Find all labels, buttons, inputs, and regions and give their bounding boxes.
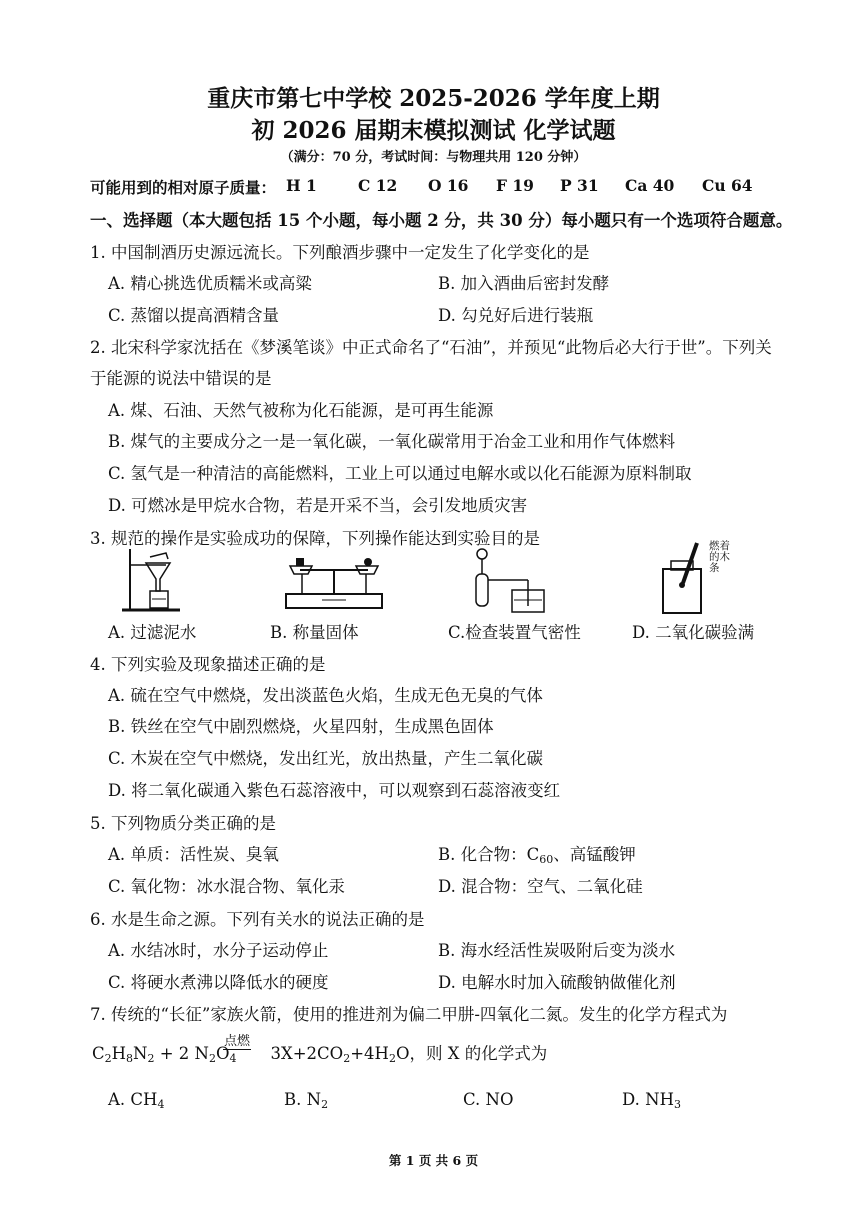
section1-heading: 一、选择题（本大题包括 15 个小题，每小题 2 分，共 30 分）每小题只有一个选项符合题意。 — [90, 211, 793, 230]
q3-option-d[interactable]: D. 二氧化碳验满 — [632, 623, 755, 642]
equation-question: ，则 X 的化学式为 — [409, 1044, 548, 1063]
q7-option-b-formula: N — [306, 1090, 322, 1109]
atomic-mass-item: Cu 64 — [702, 176, 753, 195]
chemical-equation — [92, 1034, 548, 1065]
q5-stem: 5. 下列物质分类正确的是 — [90, 814, 276, 833]
q6-option-d[interactable]: D. 电解水时加入硫酸钠做催化剂 — [438, 973, 676, 992]
page-number-footer: 第 1 页 共 6 页 — [388, 1153, 479, 1168]
q7-option-d[interactable] — [622, 1090, 681, 1111]
equation-arrow-line — [223, 1049, 251, 1050]
q5-option-b-prefix: B. 化合物：C — [438, 845, 540, 864]
q7-option-d-subscript: 3 — [673, 1098, 681, 1111]
balance-scale-figure — [282, 552, 386, 614]
atomic-mass-item: C 12 — [358, 176, 398, 195]
q2-option-d[interactable]: D. 可燃冰是甲烷水合物，若是开采不当，会引发地质灾害 — [108, 496, 528, 515]
q1-stem: 1. 中国制酒历史源远流长。下列酿酒步骤中一定发生了化学变化的是 — [90, 243, 590, 262]
q4-option-a[interactable]: A. 硫在空气中燃烧，发出淡蓝色火焰，生成无色无臭的气体 — [108, 686, 543, 705]
q5-option-d[interactable]: D. 混合物：空气、二氧化硅 — [438, 877, 643, 896]
q3-option-a[interactable]: A. 过滤泥水 — [108, 623, 197, 642]
q7-option-a-formula: CH — [130, 1090, 158, 1109]
annotation-line: 条 — [709, 562, 720, 574]
equation-products: $3X+2CO_2+4H_2O$ — [270, 1044, 410, 1065]
atomic-mass-item: F 19 — [496, 176, 534, 195]
q4-stem: 4. 下列实验及现象描述正确的是 — [90, 655, 326, 674]
q1-option-b[interactable]: B. 加入酒曲后密封发酵 — [438, 274, 610, 293]
annotation-line: 燃着 — [709, 540, 730, 552]
atomic-mass-item: P 31 — [560, 176, 599, 195]
q7-option-b-subscript: 2 — [321, 1098, 329, 1111]
equation-condition: 点燃 — [224, 1034, 251, 1049]
burning-splint-annotation — [709, 541, 730, 574]
q6-stem: 6. 水是生命之源。下列有关水的说法正确的是 — [90, 910, 425, 929]
exam-title-line1: 重庆市第七中学校 2025-2026 学年度上期 — [207, 85, 660, 112]
q5-option-c[interactable]: C. 氧化物：冰水混合物、氧化汞 — [108, 877, 346, 896]
q3-option-c[interactable]: C.检查装置气密性 — [448, 623, 581, 642]
q5-option-b-subscript: 60 — [539, 853, 554, 866]
q5-option-a[interactable]: A. 单质：活性炭、臭氧 — [108, 845, 279, 864]
q6-option-b[interactable]: B. 海水经活性炭吸附后变为淡水 — [438, 941, 676, 960]
q6-option-c[interactable]: C. 将硬水煮沸以降低水的硬度 — [108, 973, 329, 992]
equation-reactants: $C_2H_8N_2 + 2$ $N_2O_4$ — [92, 1044, 237, 1065]
q2-option-b[interactable]: B. 煤气的主要成分之一是一氧化碳，一氧化碳常用于冶金工业和用作气体燃料 — [108, 432, 676, 451]
atomic-mass-item: H 1 — [286, 176, 317, 195]
q1-option-d[interactable]: D. 勾兑好后进行装瓶 — [438, 306, 594, 325]
q5-option-b[interactable] — [438, 841, 636, 866]
atomic-mass-label: 可能用到的相对原子质量： — [90, 178, 277, 197]
q7-option-d-formula: NH — [645, 1090, 674, 1109]
q7-option-a[interactable] — [108, 1090, 164, 1111]
filtration-apparatus-figure — [120, 545, 190, 615]
q7-option-a-subscript: 4 — [157, 1098, 165, 1111]
q7-option-b[interactable] — [284, 1090, 328, 1111]
q2-option-a[interactable]: A. 煤、石油、天然气被称为化石能源，是可再生能源 — [108, 401, 494, 420]
atomic-mass-item: Ca 40 — [625, 176, 675, 195]
q7-option-d-label: D. — [622, 1090, 640, 1109]
q3-stem: 3. 规范的操作是实验成功的保障，下列操作能达到实验目的是 — [90, 529, 540, 548]
q7-option-b-label: B. — [284, 1090, 302, 1109]
q2-stem-line1: 2. 北宋科学家沈括在《梦溪笔谈》中正式命名了“石油”，并预见“此物后必大行于世”。下列关 — [90, 338, 772, 357]
q1-option-c[interactable]: C. 蒸馏以提高酒精含量 — [108, 306, 280, 325]
exam-title-line2: 初 2026 届期末模拟测试 化学试题 — [251, 117, 616, 144]
q2-stem-line2: 于能源的说法中错误的是 — [90, 369, 272, 388]
q4-option-d[interactable]: D. 将二氧化碳通入紫色石蕊溶液中，可以观察到石蕊溶液变红 — [108, 781, 561, 800]
airtightness-check-figure — [466, 548, 552, 616]
q7-option-a-label: A. — [108, 1090, 126, 1109]
atomic-mass-item: O 16 — [428, 176, 469, 195]
q6-option-a[interactable]: A. 水结冰时，水分子运动停止 — [108, 941, 329, 960]
q7-option-c[interactable]: C. NO — [463, 1090, 514, 1109]
q5-option-b-suffix: 、高锰酸钾 — [553, 845, 636, 864]
q2-option-c[interactable]: C. 氢气是一种清洁的高能燃料，工业上可以通过电解水或以化石能源为原料制取 — [108, 464, 692, 483]
q4-option-c[interactable]: C. 木炭在空气中燃烧，发出红光，放出热量，产生二氧化碳 — [108, 749, 544, 768]
q4-option-b[interactable]: B. 铁丝在空气中剧烈燃烧，火星四射，生成黑色固体 — [108, 717, 494, 736]
annotation-line: 的木 — [709, 551, 730, 563]
q7-stem: 7. 传统的“长征”家族火箭，使用的推进剂为偏二甲肼-四氧化二氮。发生的化学方程式为 — [90, 1005, 728, 1024]
q3-option-b[interactable]: B. 称量固体 — [270, 623, 359, 642]
q1-option-a[interactable]: A. 精心挑选优质糯米或高粱 — [108, 274, 312, 293]
exam-subtitle: （满分：70 分，考试时间：与物理共用 120 分钟） — [280, 150, 587, 165]
